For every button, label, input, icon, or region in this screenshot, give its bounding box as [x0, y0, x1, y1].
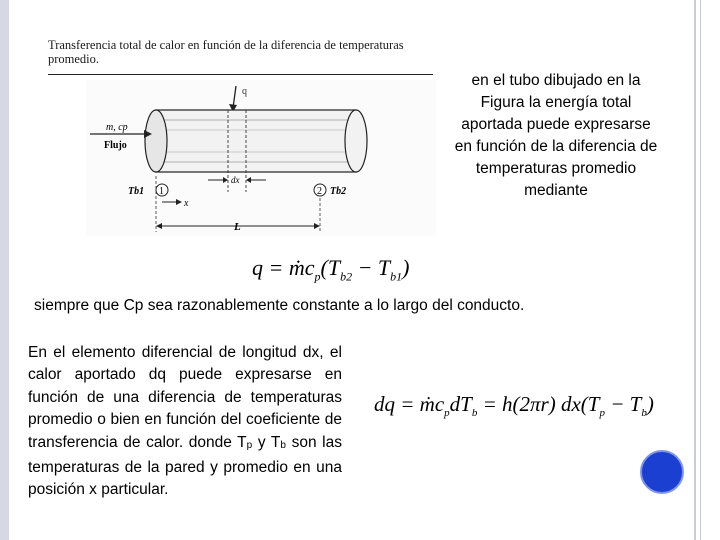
label-flujo: Flujo	[104, 140, 127, 151]
dq-equation	[374, 392, 654, 419]
caption-line: promedio.	[48, 52, 100, 66]
label-L: L	[234, 221, 241, 233]
eq-part: (T	[320, 255, 341, 280]
eq-sub: b2	[340, 269, 353, 284]
label-flow: m, cp	[106, 122, 128, 133]
para-part: y T	[252, 433, 281, 451]
para-sub: b	[280, 439, 286, 451]
caption-line: Transferencia total de calor en función de la diferencia de temperaturas	[48, 38, 404, 52]
label-tb1: Tb1	[128, 186, 145, 197]
eq-part: − T	[352, 255, 391, 280]
label-dx: dx	[231, 175, 240, 185]
eq-part: )	[402, 255, 410, 280]
tube-outlet	[345, 110, 367, 172]
label-x: x	[184, 198, 189, 209]
tube-body	[156, 110, 356, 172]
eq-part: ṁ	[288, 255, 305, 280]
label-station-1: 1	[159, 186, 164, 197]
caption-rule	[48, 74, 433, 75]
eq-part: c	[434, 392, 445, 416]
constant-cp-sentence: siempre que Cp sea razonablemente constante a lo largo del conducto.	[34, 297, 525, 314]
label-station-2: 2	[317, 186, 322, 197]
scanned-figure-caption	[48, 38, 433, 66]
eq-sub: b1	[390, 269, 403, 284]
eq-sub: b	[641, 407, 647, 420]
label-tb2: Tb2	[330, 186, 347, 197]
eq-part: dq =	[374, 392, 420, 416]
frame-line	[700, 0, 701, 540]
eq-part: q =	[252, 255, 289, 280]
eq-part: = h(2πr) dx(T	[477, 392, 600, 416]
differential-element-paragraph	[28, 342, 342, 502]
eq-sub: p	[599, 407, 605, 420]
tube-inlet	[145, 110, 167, 172]
eq-part: ṁ	[419, 392, 435, 416]
description-text: en el tubo dibujado en la Figura la energía total aportada puede expresarse en función de la diferencia de temperaturas promedio mediante	[454, 72, 658, 199]
left-accent-bar	[0, 0, 9, 540]
eq-part: − T	[604, 392, 642, 416]
eq-part: )	[646, 392, 654, 416]
eq-sub: p	[314, 269, 321, 284]
energy-equation	[252, 255, 410, 284]
frame-line	[694, 0, 696, 540]
eq-sub: p	[444, 407, 450, 420]
para-part: En el elemento diferencial de longitud dx, el calor aportado dq puede expresarse en función de una diferencia de temperaturas promedio o bien en función del coeficiente de transferencia de calor. donde T	[28, 344, 342, 451]
para-part: son las temperaturas de la pared y promedio en una posición x particular.	[28, 433, 342, 499]
eq-part: c	[304, 255, 315, 280]
tube-diagram	[86, 80, 436, 236]
para-sub: p	[246, 439, 253, 451]
eq-sub: b	[471, 407, 478, 420]
slide-accent-circle	[640, 450, 684, 494]
eq-part: dT	[449, 392, 472, 416]
label-q: q	[242, 86, 247, 97]
